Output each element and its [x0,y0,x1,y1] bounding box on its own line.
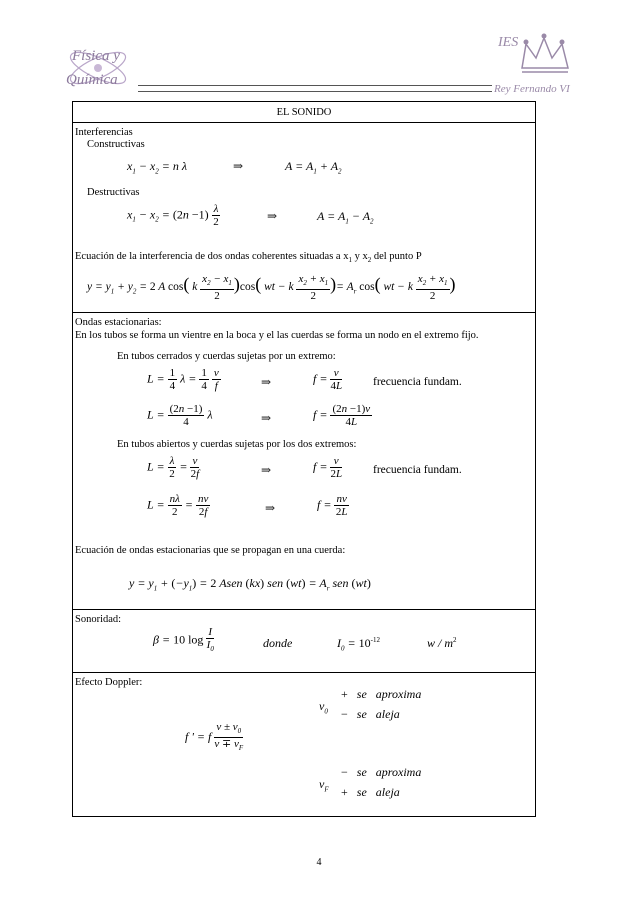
eq-cerrado-L: L = $\frac{1}{4}$ λ = $\frac{1}{4}$ $\frac{v}{f}$ [147,367,219,392]
page-number: 4 [316,857,322,868]
section-sonoridad [73,610,535,673]
title-row [73,102,535,123]
logo-left-line2: Química [66,72,118,88]
eq-estacionaria: $y = y_1 + (-y_1) = 2$ Asen (kx) sen $(wt) = A_r$ sen (wt) [129,576,371,593]
implies-arrow: ⇒ [265,501,276,515]
doc-title: EL SONIDO [276,107,332,118]
logo-right-top: IES [498,35,519,50]
content-box [72,101,536,817]
ies-crown-logo [492,28,584,98]
units: w / $m^2$ [427,636,457,650]
header-rule [138,85,492,92]
eq-abierto-fn: f = $\frac{nv}{2L}$ [317,493,348,518]
interferencias-heading: Interferencias [75,127,133,138]
vF-minus-row: − se aproxima [341,765,422,779]
eq-cerrado-fn: f = $\frac{(2n -1)v}{4L}$ [313,403,371,428]
estacionarias-heading: Ondas estacionarias: [75,317,162,328]
sonoridad-heading: Sonoridad: [75,614,122,625]
section-estacionarias [73,313,535,610]
logo-right-bottom: Rey Fernando VI [494,83,570,95]
donde-label: donde [263,636,293,650]
doppler-heading: Efecto Doppler: [75,677,143,688]
estacionarias-intro: En los tubos se forma un vientre en la boca y el las cuerdas se forma un nodo en el extremo fijo. [75,330,479,341]
v0-label: $v_0$ [319,699,328,716]
vF-label: $v_F$ [319,777,329,794]
eq-interferencia: $y = y_1 + y_2 = 2$ A cos( k $\frac{x_2 - x_1}{2}$ )cos( wt − k $\frac{x_2 + x_1}{2}$ )= $A_r$ cos( wt − k $\frac{x_2 + x_1}{2}$ ) [87,273,456,303]
implies-arrow: ⇒ [233,159,244,173]
logo-left-line1: Física y [72,48,120,64]
eq-abierto-L: L = $\frac{\lambda}{2}$ = $\frac{v}{2f}$ [147,455,200,480]
eq-constructive-amp: $A = A_1 + A_2$ [285,159,342,176]
eq-abierto-Ln: L = $\frac{n\lambda}{2}$ = $\frac{nv}{2f}$ [147,493,209,518]
vF-plus-row: + se aleja [341,785,400,799]
eq-cerrado-Ln: L = $\frac{(2n -1)}{4}$ λ [147,403,213,428]
ecuacion-interferencia-label: Ecuación de la interferencia de dos ondas coherentes situadas a $x_1$ y $x_2$ del punto P [75,251,422,265]
tubos-cerrados-label: En tubos cerrados y cuerdas sujetas por un extremo: [117,351,336,362]
frecuencia-fundam-label: frecuencia fundam. [373,464,462,476]
v0-minus-row: − se aleja [341,707,400,721]
v0-plus-row: + se aproxima [341,687,422,701]
eq-sonoridad: β = 10 log $\frac{I}{I_0}$ [153,626,214,654]
destructivas-label: Destructivas [87,187,140,198]
tubos-abiertos-label: En tubos abiertos y cuerdas sujetas por los dos extremos: [117,439,357,450]
eq-umbral: $I_0 = 10^{-12}$ [337,636,380,653]
frecuencia-fundam-label: frecuencia fundam. [373,376,462,388]
eq-cerrado-f: f = $\frac{v}{4L}$ [313,367,343,392]
eq-destructive: $x_1 - x_2 = (2n -1)$ $\frac{\lambda}{2}$ [127,203,219,228]
page-header [0,0,638,100]
implies-arrow: ⇒ [267,209,278,223]
ecuacion-estacionaria-label: Ecuación de ondas estacionarias que se propagan en una cuerda: [75,545,346,556]
eq-abierto-f: f = $\frac{v}{2L}$ [313,455,343,480]
implies-arrow: ⇒ [261,463,272,477]
implies-arrow: ⇒ [261,411,272,425]
eq-destructive-amp: $A = A_1 - A_2$ [317,209,374,226]
implies-arrow: ⇒ [261,375,272,389]
section-interferencias [73,123,535,313]
eq-doppler: f ' = f $\frac{v \pm v_0}{v \mp v_F}$ [185,721,244,753]
eq-constructive: $x_1 - x_2 = n$ λ [127,159,188,176]
fisica-quimica-logo [58,38,138,98]
constructivas-label: Constructivas [87,139,145,150]
section-doppler [73,673,535,816]
